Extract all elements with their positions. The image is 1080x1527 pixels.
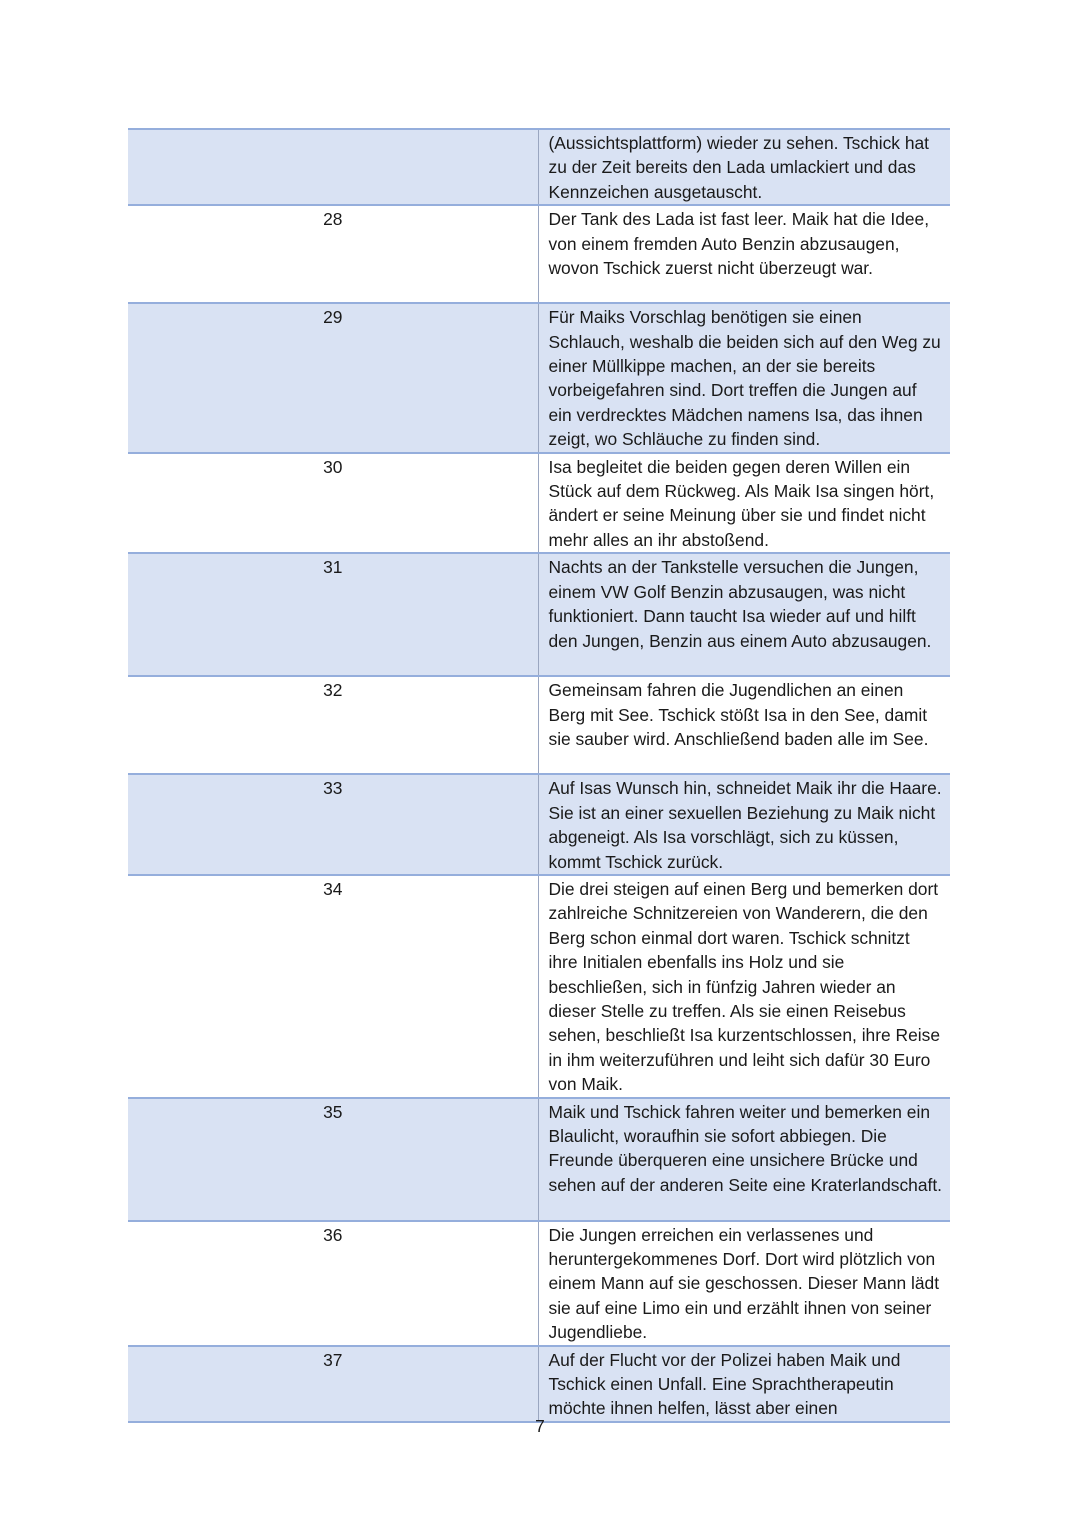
table-row (128, 303, 950, 452)
table-body (128, 129, 950, 1422)
chapter-number: 35 (323, 1101, 343, 1122)
chapter-summary: Die Jungen erreichen ein verlassenes und heruntergekommenes Dorf. Dort wird plötzlich von einem Mann auf sie geschossen. Dieser Mann lädt sie auf eine Limo ein und erzählt ihnen von seiner Jugendliebe. (538, 1221, 950, 1346)
chapter-number-cell (128, 1221, 538, 1346)
chapter-number: 34 (323, 878, 343, 899)
chapter-number-cell (128, 205, 538, 303)
chapter-summary: Die drei steigen auf einen Berg und bemerken dort zahlreiche Schnitzereien von Wanderern, die den Berg schon einmal dort waren. Tschick schnitzt ihre Initialen ebenfalls ins Holz und sie beschließen, sich in fünfzig Jahren wieder an dieser Stelle zu treffen. Als sie einen Reisebus sehen, beschließt Isa kurzentschlossen, ihre Reise in ihm weiterzuführen und leiht sich dafür 30 Euro von Maik. (538, 875, 950, 1098)
table-row (128, 875, 950, 1098)
table-row (128, 774, 950, 875)
chapter-number-cell (128, 553, 538, 676)
chapter-summary: Der Tank des Lada ist fast leer. Maik hat die Idee, von einem fremden Auto Benzin abzusaugen, wovon Tschick zuerst nicht überzeugt war. (538, 205, 950, 303)
table-row (128, 553, 950, 676)
chapter-summary: Isa begleitet die beiden gegen deren Willen ein Stück auf dem Rückweg. Als Maik Isa singen hört, ändert er seine Meinung über sie und findet nicht mehr alles an ihr abstoßend. (538, 453, 950, 554)
chapter-number: 29 (323, 307, 343, 328)
table-row (128, 1098, 950, 1221)
chapter-number-cell (128, 676, 538, 774)
table-row (128, 453, 950, 554)
table-row (128, 205, 950, 303)
chapter-number-cell (128, 774, 538, 875)
chapter-number: 31 (323, 557, 343, 578)
chapter-summary-table (128, 128, 950, 1423)
chapter-number-cell (128, 1346, 538, 1422)
chapter-number-cell (128, 453, 538, 554)
chapter-number: 33 (323, 778, 343, 799)
table-row (128, 129, 950, 205)
chapter-number: 32 (323, 680, 343, 701)
chapter-summary: (Aussichtsplattform) wieder zu sehen. Tschick hat zu der Zeit bereits den Lada umlackiert und das Kennzeichen ausgetauscht. (538, 129, 950, 205)
chapter-number-cell (128, 303, 538, 452)
chapter-number: 28 (323, 209, 343, 230)
page-number: 7 (535, 1416, 545, 1436)
table-row (128, 676, 950, 774)
chapter-number: 37 (323, 1349, 343, 1370)
table-row (128, 1346, 950, 1422)
chapter-summary: Maik und Tschick fahren weiter und bemerken ein Blaulicht, woraufhin sie sofort abbiegen. Die Freunde überqueren eine unsichere Brücke und sehen auf der anderen Seite eine Kraterlandschaft. (538, 1098, 950, 1221)
table-row (128, 1221, 950, 1346)
chapter-number: 30 (323, 456, 343, 477)
chapter-summary: Gemeinsam fahren die Jugendlichen an einen Berg mit See. Tschick stößt Isa in den See, damit sie sauber wird. Anschließend baden alle im See. (538, 676, 950, 774)
chapter-number-cell (128, 129, 538, 205)
chapter-summary: Nachts an der Tankstelle versuchen die Jungen, einem VW Golf Benzin abzusaugen, was nicht funktioniert. Dann taucht Isa wieder auf und hilft den Jungen, Benzin aus einem Auto abzusaugen. (538, 553, 950, 676)
chapter-summary: Für Maiks Vorschlag benötigen sie einen Schlauch, weshalb die beiden sich auf den Weg zu einer Müllkippe machen, an der sie bereits vorbeigefahren sind. Dort treffen die Jungen auf ein verdrecktes Mädchen namens Isa, das ihnen zeigt, wo Schläuche zu finden sind. (538, 303, 950, 452)
chapter-number-cell (128, 875, 538, 1098)
chapter-summary: Auf der Flucht vor der Polizei haben Maik und Tschick einen Unfall. Eine Sprachtherapeutin möchte ihnen helfen, lässt aber einen (538, 1346, 950, 1422)
chapter-number: 36 (323, 1224, 343, 1245)
chapter-number-cell (128, 1098, 538, 1221)
chapter-summary: Auf Isas Wunsch hin, schneidet Maik ihr die Haare. Sie ist an einer sexuellen Beziehung zu Maik nicht abgeneigt. Als Isa vorschlägt, sich zu küssen, kommt Tschick zurück. (538, 774, 950, 875)
